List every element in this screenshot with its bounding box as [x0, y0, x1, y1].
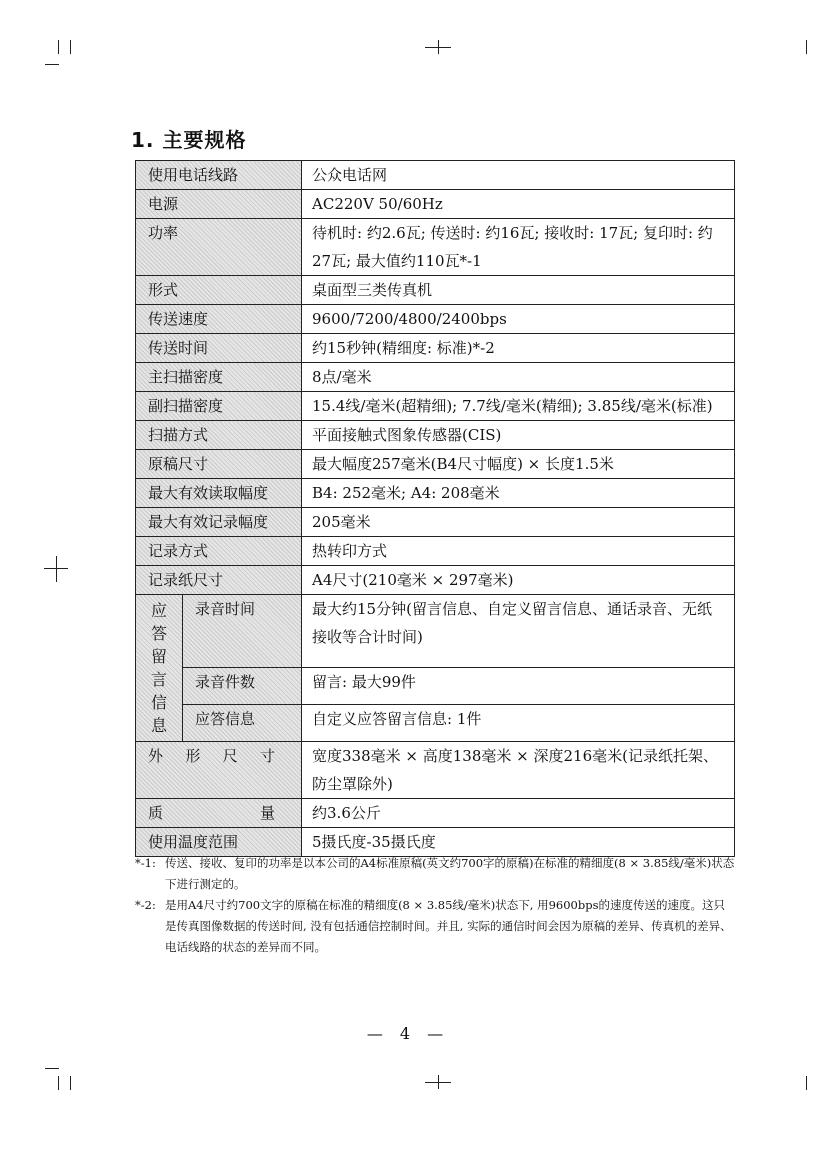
row-label: 功率: [136, 219, 302, 276]
page-number: — 4 —: [366, 1024, 450, 1043]
row-value: 桌面型三类传真机: [302, 276, 735, 305]
row-value: B4: 252毫米; A4: 208毫米: [302, 479, 735, 508]
row-value: 8点/毫米: [302, 363, 735, 392]
group-char: 言: [150, 670, 167, 689]
group-char: 息: [150, 716, 167, 735]
table-row: [136, 219, 735, 276]
row-label: [136, 742, 302, 799]
label-char: 质: [148, 804, 164, 822]
register-mark-left-v: [56, 556, 57, 582]
table-row: [136, 334, 735, 363]
table-row: [136, 450, 735, 479]
crop-mark-top-left-v2: [70, 40, 71, 54]
label-char: 寸: [259, 747, 275, 765]
footnote-mark: *-2:: [135, 898, 156, 912]
register-mark-top-v: [438, 40, 439, 54]
table-row: [136, 566, 735, 595]
row-label: [136, 799, 302, 828]
group-char: 答: [150, 624, 167, 643]
row-label: 传送速度: [136, 305, 302, 334]
footnotes: [135, 853, 735, 958]
row-label: 使用温度范围: [136, 828, 302, 857]
row-label: 副扫描密度: [136, 392, 302, 421]
row-label: 最大有效读取幅度: [136, 479, 302, 508]
footnote-text: 是用A4尺寸约700文字的原稿在标准的精细度(8 × 3.85线/毫米)状态下, 用9600bps的速度传送的速度。这只是传真图像数据的传送时间, 没有包括通信控制时间。并且, 实际的通信时间会因为原稿的差异、传真机的差异、电话线路的状态的差异而不同。: [165, 898, 732, 954]
row-value: 9600/7200/4800/2400bps: [302, 305, 735, 334]
table-row: [136, 595, 735, 668]
table-row: [136, 421, 735, 450]
answering-group-label: [136, 595, 183, 742]
spec-table: [135, 160, 735, 857]
row-label: 记录纸尺寸: [136, 566, 302, 595]
label-char: 量: [260, 804, 276, 822]
section-title: 1. 主要规格: [131, 128, 247, 152]
row-label: 最大有效记录幅度: [136, 508, 302, 537]
group-char: 应: [150, 601, 167, 620]
label-char: 尺: [222, 747, 238, 765]
row-value: 留言: 最大99件: [302, 667, 735, 704]
row-label: 扫描方式: [136, 421, 302, 450]
register-mark-bottom-v: [438, 1075, 439, 1089]
row-value: 热转印方式: [302, 537, 735, 566]
row-value: 5摄氏度-35摄氏度: [302, 828, 735, 857]
table-row: [136, 305, 735, 334]
row-label: 使用电话线路: [136, 161, 302, 190]
crop-mark-bottom-left-h: [45, 1068, 59, 1069]
row-label: 应答信息: [183, 704, 302, 741]
row-label: 录音时间: [183, 595, 302, 668]
row-value: 宽度338毫米 × 高度138毫米 × 深度216毫米(记录纸托架、防尘罩除外): [302, 742, 735, 799]
crop-mark-bottom-right-v: [806, 1076, 807, 1090]
label-char: 形: [185, 747, 201, 765]
crop-mark-top-right-v: [806, 40, 807, 54]
crop-mark-bottom-left-v2: [70, 1076, 71, 1090]
crop-mark-bottom-left-v1: [58, 1076, 59, 1090]
table-row: [136, 799, 735, 828]
row-value: 自定义应答留言信息: 1件: [302, 704, 735, 741]
group-char: 留: [150, 647, 167, 666]
footnote-text: 传送、接收、复印的功率是以本公司的A4标准原稿(英文约700字的原稿)在标准的精细度(8 × 3.85线/毫米)状态下进行测定的。: [165, 856, 735, 891]
row-value: 平面接触式图象传感器(CIS): [302, 421, 735, 450]
row-value: 15.4线/毫米(超精细); 7.7线/毫米(精细); 3.85线/毫米(标准): [302, 392, 735, 421]
row-value: 公众电话网: [302, 161, 735, 190]
footnote-mark: *-1:: [135, 856, 156, 870]
row-label: 电源: [136, 190, 302, 219]
table-row: [136, 363, 735, 392]
row-label: 传送时间: [136, 334, 302, 363]
row-value: 最大约15分钟(留言信息、自定义留言信息、通话录音、无纸接收等合计时间): [302, 595, 735, 668]
table-row: [136, 276, 735, 305]
table-row: [136, 190, 735, 219]
row-label: 原稿尺寸: [136, 450, 302, 479]
row-label: 录音件数: [183, 667, 302, 704]
footnote: [135, 895, 735, 958]
crop-mark-top-left-h: [45, 64, 59, 65]
table-row: [136, 161, 735, 190]
table-row: [136, 667, 735, 704]
row-value: AC220V 50/60Hz: [302, 190, 735, 219]
table-row: [136, 742, 735, 799]
row-label: 主扫描密度: [136, 363, 302, 392]
footnote: [135, 853, 735, 895]
row-value: A4尺寸(210毫米 × 297毫米): [302, 566, 735, 595]
group-char: 信: [150, 693, 167, 712]
row-value: 205毫米: [302, 508, 735, 537]
table-row: [136, 392, 735, 421]
table-row: [136, 508, 735, 537]
label-char: 外: [148, 747, 164, 765]
row-label: 形式: [136, 276, 302, 305]
row-value: 约15秒钟(精细度: 标准)*-2: [302, 334, 735, 363]
table-row: [136, 537, 735, 566]
crop-mark-top-left-v1: [58, 40, 59, 54]
row-value: 待机时: 约2.6瓦; 传送时: 约16瓦; 接收时: 17瓦; 复印时: 约27瓦; 最大值约110瓦*-1: [302, 219, 735, 276]
row-label: 记录方式: [136, 537, 302, 566]
table-row: [136, 479, 735, 508]
row-value: 约3.6公斤: [302, 799, 735, 828]
table-row: [136, 704, 735, 741]
row-value: 最大幅度257毫米(B4尺寸幅度) × 长度1.5米: [302, 450, 735, 479]
